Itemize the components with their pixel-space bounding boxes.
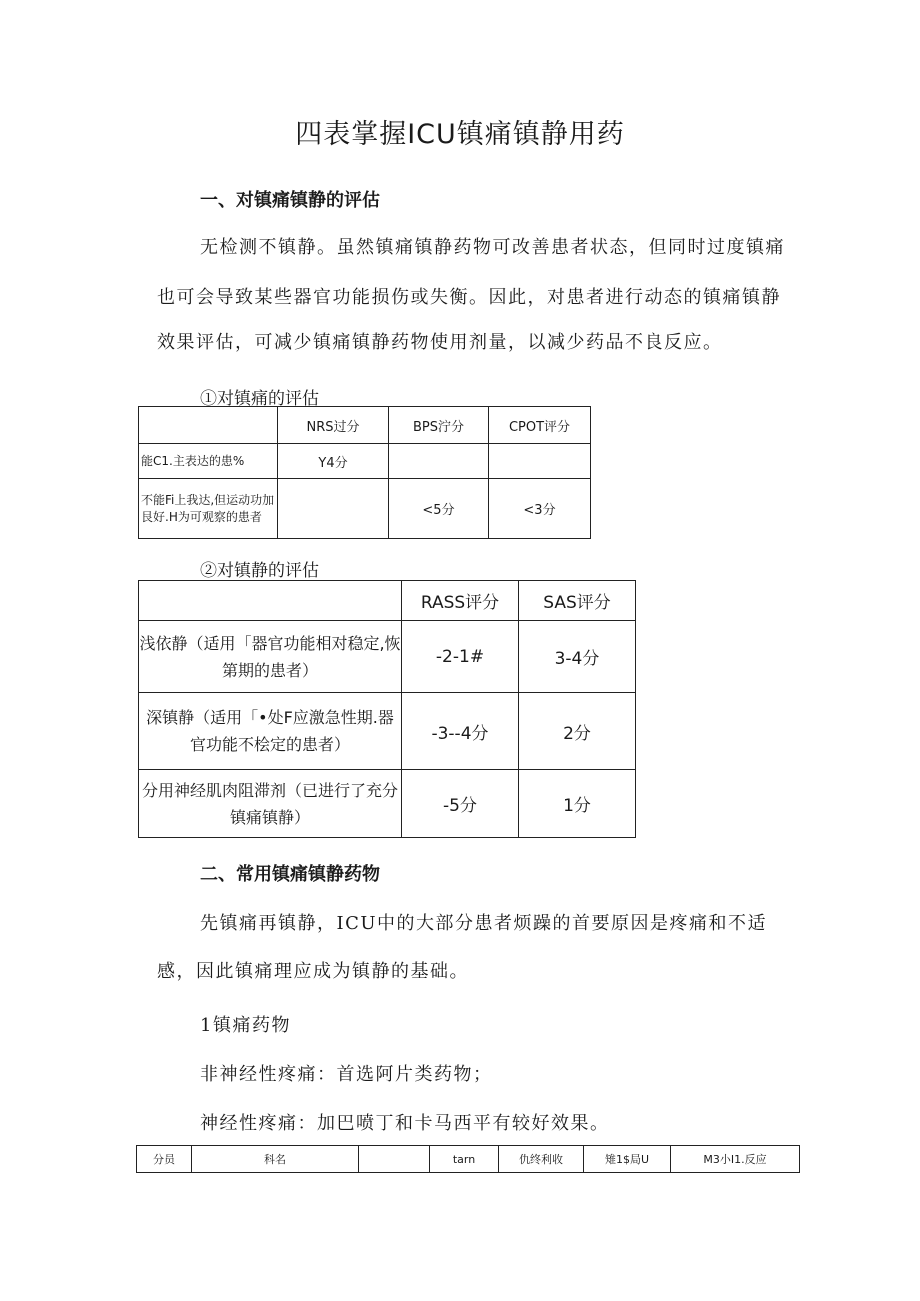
table-cell: -2-1#: [402, 621, 519, 693]
table-cell: 能C1.主表达的患%: [139, 444, 278, 479]
table-header-cell: SAS评分: [519, 581, 636, 621]
table-header-cell: BPS泞分: [389, 407, 489, 444]
table-header-cell: NRS过分: [278, 407, 389, 444]
table-header-cell: tarn: [430, 1146, 499, 1173]
table-header-cell: 科名: [192, 1146, 359, 1173]
section-2-heading: 二、常用镇痛镇静药物: [200, 864, 380, 885]
table-header-cell: [359, 1146, 430, 1173]
table-row: [139, 693, 636, 770]
table-row: [139, 444, 591, 479]
table-header-cell: 雉1$局U: [584, 1146, 671, 1173]
table-cell: 分用神经肌肉阻滞剂（已进行了充分镇痛镇静）: [139, 770, 402, 838]
table-cell: [389, 444, 489, 479]
table-header-cell: 分员: [137, 1146, 192, 1173]
table-header-row: [137, 1146, 800, 1173]
table-header-cell: 仇终利收: [499, 1146, 584, 1173]
table-cell: 深镇静（适用「•处F应激急性期.器官功能不桧定的患者）: [139, 693, 402, 770]
paragraph-line: 神经性疼痛：加巴喷丁和卡马西平有较好效果。: [200, 1113, 610, 1134]
table-cell: Y4分: [278, 444, 389, 479]
table-header-cell: [139, 407, 278, 444]
table-row: [139, 621, 636, 693]
section-1-heading: 一、对镇痛镇静的评估: [200, 190, 380, 211]
table-cell: [278, 479, 389, 539]
table-row: [139, 479, 591, 539]
paragraph-line: 先镇痛再镇静，ICU中的大部分患者烦躁的首要原因是疼痛和不适: [200, 913, 768, 934]
paragraph-line: 效果评估，可减少镇痛镇静药物使用剂量，以减少药品不良反应。: [157, 332, 723, 353]
table-header-cell: [139, 581, 402, 621]
table-cell: 1分: [519, 770, 636, 838]
table-cell: 3-4分: [519, 621, 636, 693]
analgesic-subheading: 1镇痛药物: [200, 1015, 291, 1036]
table-header-cell: CPOT评分: [489, 407, 591, 444]
table-cell: -3--4分: [402, 693, 519, 770]
table-header-row: [139, 407, 591, 444]
paragraph-line: 非神经性疼痛：首选阿片类药物；: [200, 1064, 493, 1085]
paragraph-line: 无检测不镇静。虽然镇痛镇静药物可改善患者状态，但同时过度镇痛: [200, 237, 785, 258]
pain-assessment-subheading: ①对镇痛的评估: [200, 389, 319, 409]
table-cell: [489, 444, 591, 479]
table-cell: 不能Fi上我达,但运动功加艮好.H为可观察的患者: [139, 479, 278, 539]
analgesic-drug-table: [136, 1145, 800, 1173]
paragraph-line: 也可会导致某些器官功能损伤或失衡。因此，对患者进行动态的镇痛镇静: [157, 287, 781, 308]
sedation-assessment-table: [138, 580, 636, 838]
table-cell: -5分: [402, 770, 519, 838]
table-cell: <5分: [389, 479, 489, 539]
table-row: [139, 770, 636, 838]
table-cell: <3分: [489, 479, 591, 539]
table-cell: 浅依静（适用「器官功能相对稳定,恢第期的患者）: [139, 621, 402, 693]
paragraph-line: 感，因此镇痛理应成为镇静的基础。: [157, 961, 469, 982]
pain-assessment-table: [138, 406, 591, 539]
table-header-row: [139, 581, 636, 621]
sedation-assessment-subheading: ②对镇静的评估: [200, 561, 319, 581]
table-header-cell: RASS评分: [402, 581, 519, 621]
table-header-cell: M3小I1.反应: [671, 1146, 800, 1173]
table-cell: 2分: [519, 693, 636, 770]
page-title: 四表掌握ICU镇痛镇静用药: [295, 119, 625, 150]
